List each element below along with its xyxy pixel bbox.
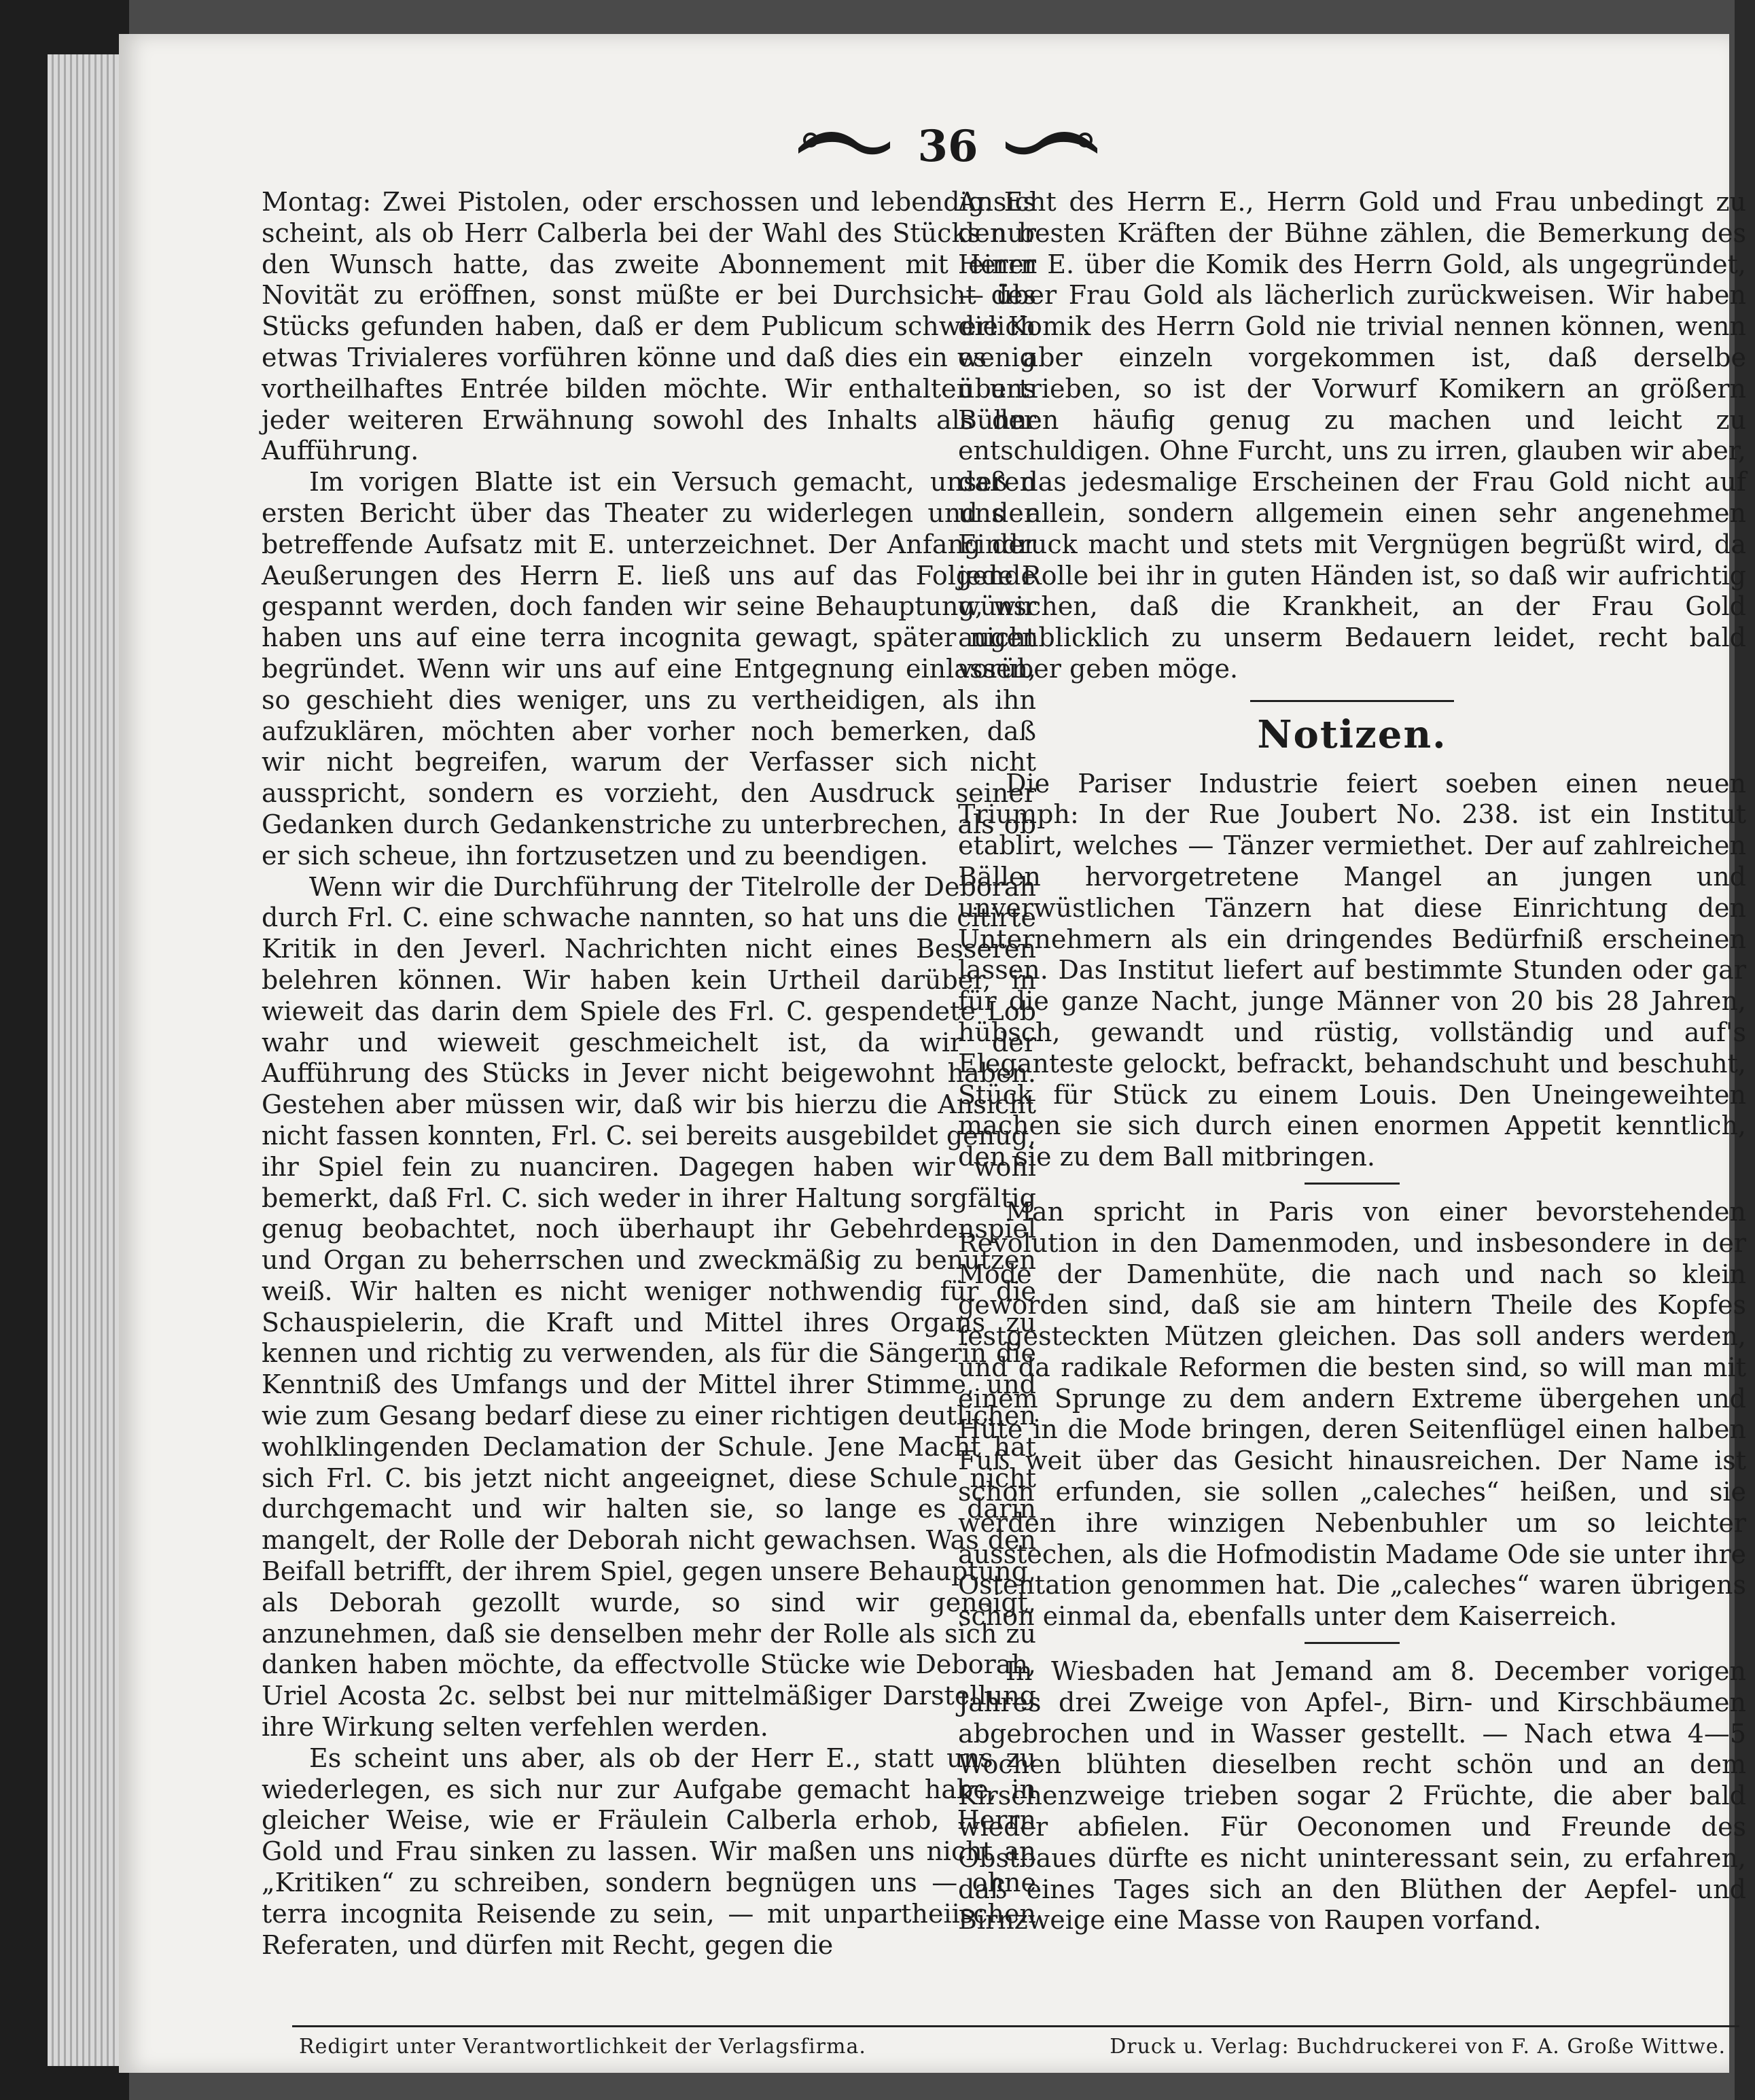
notice: In Wiesbaden hat Jemand am 8. December vorigen Jahres drei Zweige von Apfel-, Birn- und Kirschbäumen abgebrochen und in Wasser gestellt. — Nach etwa 4—5 Wochen blühten dieselben recht schön und an dem Kirschenzweige trieben sogar 2 Früchte, die aber bald wieder abfielen. Für Oeconomen und Freunde des Obstbaues dürfte es nicht uninteressant sein, zu erfahren, daß eines Tages sich an den Blüthen der Aepfel- und Birnzweige eine Masse von Raupen vorfand. — [958, 1656, 1746, 1936]
footer-editor: Redigirt unter Verantwortlichkeit der Verlagsfirma. — [299, 2035, 866, 2059]
footer-publisher: Druck u. Verlag: Buchdruckerei von F. A. Große Wittwe. — [1110, 2035, 1726, 2059]
page-number: 36 — [917, 121, 978, 172]
book-spine-pages — [48, 54, 122, 2066]
newspaper-page — [119, 34, 1746, 2073]
paragraph: Im vorigen Blatte ist ein Versuch gemacht, unseren ersten Bericht über das Theater zu widerlegen und der betreffende Aufsatz mit E. unterzeichnet. Der Anfang der Aeußerungen des Herrn E. ließ uns auf das Folgende gespannt werden, doch fanden wir seine Behauptung, wir haben uns auf eine terra incognita gewagt, später nicht begründet. Wenn wir uns auf eine Entgegnung einlassen, so geschieht dies weniger, uns zu vertheidigen, als ihn aufzuklären, möchten aber vorher noch bemerken, daß wir nicht begreifen, warum der Verfasser sich nicht ausspricht, sondern es vorzieht, den Ausdruck seiner Gedanken durch Gedankenstriche zu unterbrechen, als ob er sich scheue, ihn fortzusetzen und zu beendigen. — [262, 467, 1036, 871]
ornament-right-icon — [1002, 114, 1104, 175]
notice: Die Pariser Industrie feiert soeben einen neuen Triumph: In der Rue Joubert No. 238. ist ein Institut etablirt, welches — Tänzer vermiethet. Der auf zahlreichen Bällen hervorgetretene Mangel an jungen und unverwüstlichen Tänzern hat diese Einrichtung den Unternehmern als ein dringendes Bedürfniß erscheinen lassen. Das Institut liefert auf bestimmte Stunden oder gar für die ganze Nacht, junge Männer von 20 bis 28 Jahren, hübsch, gewandt und rüstig, vollständig und auf's Eleganteste gelockt, befrackt, behandschuht und beschuht, Stück für Stück zu einem Louis. Den Uneingeweihten machen sie sich durch einen enormen Appetit kenntlich, den sie zu dem Ball mitbringen. — [958, 768, 1746, 1172]
paragraph: Es scheint uns aber, als ob der Herr E., statt uns zu wiederlegen, es sich nur zur Aufgabe gemacht habe, in gleicher Weise, wie er Fräulein Calberla erhob, Herrn Gold und Frau sinken zu lassen. Wir maßen uns nicht an „Kritiken“ zu schreiben, sondern begnügen uns — ohne terra incognita Reisende zu sein, — mit unpartheiischen Referaten, und dürfen mit Recht, gegen die — [262, 1743, 1036, 1960]
paragraph: Wenn wir die Durchführung der Titelrolle der Deborah durch Frl. C. eine schwache nannten, so hat uns die citirte Kritik in den Jeverl. Nachrichten nicht eines Besseren belehren können. Wir haben kein Urtheil darüber, in wieweit das darin dem Spiele des Frl. C. gespendete Lob wahr und wieweit geschmeichelt ist, da wir der Aufführung des Stücks in Jever nicht beigewohnt haben. Gestehen aber müssen wir, daß wir bis hierzu die Ansicht nicht fassen konnten, Frl. C. sei bereits ausgebildet genug, ihr Spiel fein zu nuanciren. Dagegen haben wir wohl bemerkt, daß Frl. C. sich weder in ihrer Haltung sorgfältig genug beobachtet, noch überhaupt ihr Gebehrdenspiel und Organ zu beherrschen und zweckmäßig zu benutzen weiß. Wir halten es nicht weniger nothwendig für die Schauspielerin, die Kraft und Mittel ihres Organs zu kennen und richtig zu verwenden, als für die Sängerin die Kenntniß des Umfangs und der Mittel ihrer Stimme, und wie zum Gesang bedarf diese zu einer richtigen deutlichen wohlklingenden Declamation der Schule. Jene Macht hat sich Frl. C. bis jetzt nicht angeeignet, diese Schule nicht durchgemacht und wir halten sie, so lange es darin mangelt, der Rolle der Deborah nicht gewachsen. Was den Beifall betrifft, der ihrem Spiel, gegen unsere Behauptung, als Deborah gezollt wurde, so sind wir geneigt, anzunehmen, daß sie denselben mehr der Rolle als sich zu danken haben möchte, da effectvolle Stücke wie Deborah, Uriel Acosta 2c. selbst bei nur mittelmäßiger Darstellung ihre Wirkung selten verfehlen werden. — [262, 871, 1036, 1743]
paragraph: Montag: Zwei Pistolen, oder erschossen und lebendig. Es scheint, als ob Herr Calberla bei der Wahl des Stücks nur den Wunsch hatte, das zweite Abonnement mit einer Novität zu eröffnen, sonst müßte er bei Durchsicht des Stücks gefunden haben, daß er dem Publicum schwerlich etwas Trivialeres vorführen könne und daß dies ein wenig vortheilhaftes Entrée bilden möchte. Wir enthalten uns jeder weiteren Erwähnung sowohl des Inhalts als der Aufführung. — [262, 187, 1036, 466]
divider — [1250, 700, 1454, 702]
notice: Man spricht in Paris von einer bevorstehenden Revolution in den Damenmoden, und insbesondere in der Mode der Damenhüte, die nach und nach so klein geworden sind, daß sie am hintern Theile des Kopfes festgesteckten Mützen gleichen. Das soll anders werden, und da radikale Reformen die besten sind, so will man mit einem Sprunge zu dem andern Extreme übergehen und Hüte in die Mode bringen, deren Seitenflügel einen halben Fuß weit über das Gesicht hinausreichen. Der Name ist schon erfunden, sie sollen „caleches“ heißen, und sie werden ihre winzigen Nebenbuhler um so leichter ausstechen, als die Hofmodistin Madame Ode sie unter ihre Ostentation genommen hat. Die „caleches“ waren übrigens schon einmal da, ebenfalls unter dem Kaiserreich. — [958, 1196, 1746, 1632]
footer-divider — [292, 2025, 1739, 2027]
section-title: Notizen. — [1257, 712, 1447, 757]
divider — [1305, 1642, 1400, 1644]
right-column — [958, 187, 1746, 1936]
footer — [299, 2035, 1726, 2059]
page-header — [119, 114, 1729, 189]
ornament-left-icon — [792, 114, 893, 175]
left-column — [262, 187, 1036, 1961]
divider — [1305, 1183, 1400, 1185]
paragraph: Ansicht des Herrn E., Herrn Gold und Frau unbedingt zu den besten Kräften der Bühne zählen, die Bemerkung des Herrn E. über die Komik des Herrn Gold, als ungegründet, — über Frau Gold als lächerlich zurückweisen. Wir haben die Komik des Herrn Gold nie trivial nennen können, wenn es aber einzeln vorgekommen ist, daß derselbe übertrieben, so ist der Vorwurf Komikern an größern Bühnen häufig genug zu machen und leicht zu entschuldigen. Ohne Furcht, uns zu irren, glauben wir aber, daß das jedesmalige Erscheinen der Frau Gold nicht auf uns allein, sondern allgemein einen sehr angenehmen Eindruck macht und stets mit Vergnügen begrüßt wird, da jede Rolle bei ihr in guten Händen ist, so daß wir aufrichtig wünschen, daß die Krankheit, an der Frau Gold augenblicklich zu unserm Bedauern leidet, recht bald vorüber geben möge. — [958, 187, 1746, 684]
